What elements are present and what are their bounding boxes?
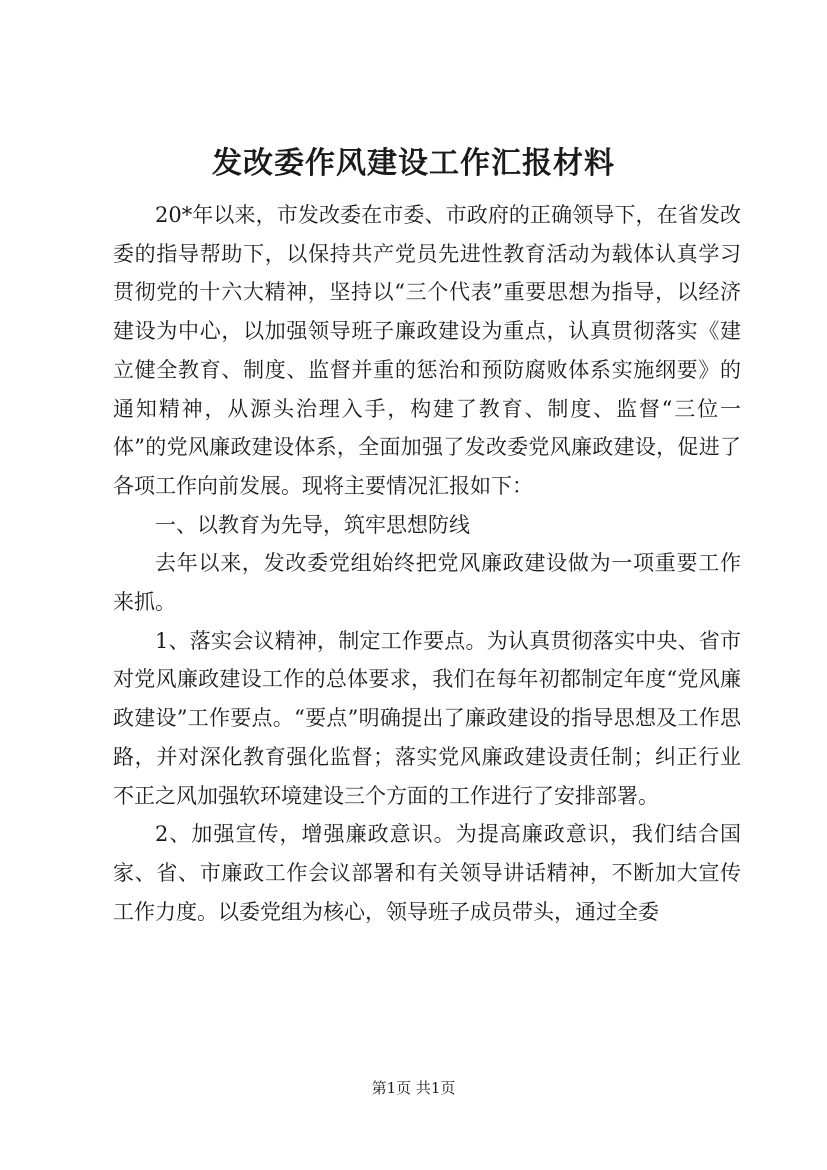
paragraph-item-2: 2、加强宣传，增强廉政意识。为提高廉政意识，我们结合国家、省、市廉政工作会议部署和有关领导讲话精神，不断加大宣传工作力度。以委党组为核心，领导班子成员带头，通过全委 (113, 822, 741, 924)
section-heading-1: 一、以教育为先导，筑牢思想防线 (155, 512, 470, 537)
paragraph-item-1: 1、落实会议精神，制定工作要点。为认真贯彻落实中央、省市对党风廉政建设工作的总体要求，我们在每年初都制定年度“党风廉政建设”工作要点。“要点”明确提出了廉政建设的指导思想及工作思路，并对深化教育强化监督；落实党风廉政建设责任制；纠正行业不正之风加强软环境建设三个方面的工作进行了安排部署。 (113, 628, 741, 808)
document-body (113, 196, 741, 931)
paragraph-section-1-intro: 去年以来，发改委党组始终把党风廉政建设做为一项重要工作来抓。 (113, 551, 741, 615)
paragraph-intro: 20*年以来，市发改委在市委、市政府的正确领导下，在省发改委的指导帮助下，以保持共产党员先进性教育活动为载体认真学习贯彻党的十六大精神，坚持以“三个代表”重要思想为指导，以经济建设为中心，以加强领导班子廉政建设为重点，认真贯彻落实《建立健全教育、制度、监督并重的惩治和预防腐败体系实施纲要》的通知精神，从源头治理入手，构建了教育、制度、监督“三位一体”的党风廉政建设体系，全面加强了发改委党风廉政建设，促进了各项工作向前发展。现将主要情况汇报如下： (113, 203, 741, 498)
document-title: 发改委作风建设工作汇报材料 (212, 146, 615, 181)
page-number-footer: 第1页 共1页 (371, 1079, 456, 1097)
